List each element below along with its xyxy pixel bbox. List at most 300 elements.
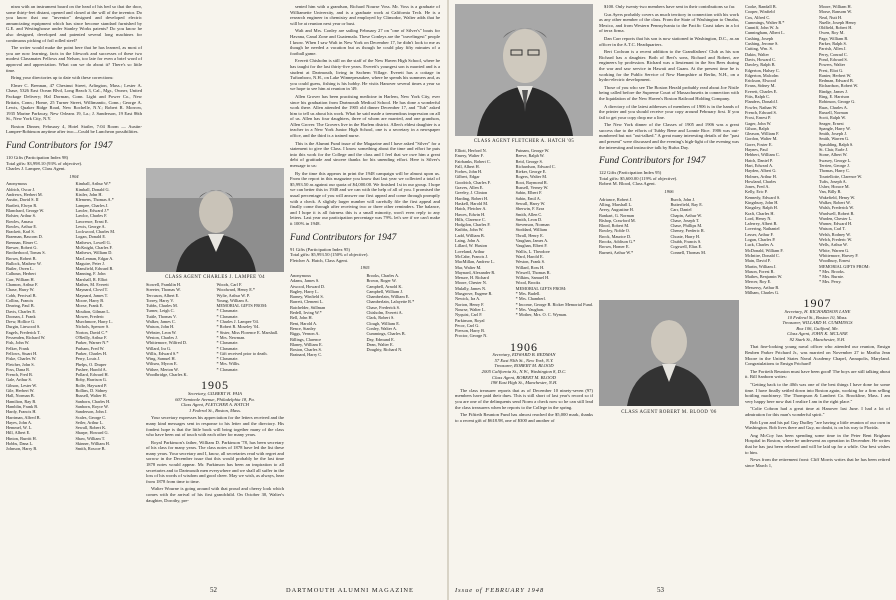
contributor-name: Bowles, Arthur E. xyxy=(6,223,38,229)
contributor-name: Moore, William H. xyxy=(819,4,852,9)
contributor-name: Tubbs, Charles M. xyxy=(146,303,178,309)
contributor-name: Austin, David S. II xyxy=(6,197,39,203)
contributor-name: Wood, Brooks xyxy=(515,280,541,286)
contributor-name: Brock, Maurice D. xyxy=(599,233,632,239)
contributor-name: Lovering, Nathaniel xyxy=(745,226,780,232)
contributor-name: Carr, William H. xyxy=(6,276,35,282)
contributor-name: Everett, Charles E. xyxy=(745,88,778,94)
contributor-name: Perry, Louis J. xyxy=(75,356,101,362)
contributor-name: Tuttle, Thomas V. xyxy=(146,313,177,319)
contributor-name: Putnam, George W. xyxy=(515,148,550,153)
contributor-name: Lockwood, Charles M. xyxy=(75,229,116,235)
contributor-name: Martin, William J. xyxy=(745,263,777,269)
contributor-name: Pushee, Harold A. xyxy=(75,366,107,372)
fund-total-1904: Total gifts: $3,998.10 (93% of objective). xyxy=(6,160,83,166)
contributor-name: Cummings, Charles B. xyxy=(366,331,406,337)
contributor-name: Gile, Herbert W. xyxy=(6,388,35,394)
contributor-name: Pecor, Carl G. xyxy=(455,322,480,328)
contributor-name: Brown, Roger W. xyxy=(366,278,397,284)
contributor-name: Parham, Fred W. xyxy=(75,345,105,351)
contributor-name: Proctor, George N. xyxy=(455,333,488,339)
contributor-name: Neal, Nutt H. xyxy=(819,14,843,20)
contributor-name: Van, Billy B. xyxy=(819,189,842,195)
issue-date-footer: Issue of FEBRUARY 1948 xyxy=(455,587,545,594)
name-list-1905-c xyxy=(455,148,513,339)
contributor-name: Felker, Frank xyxy=(6,345,29,351)
secretary-1907: Secretary, H. RICHARDSON LANE xyxy=(784,308,851,314)
contributor-name: Frost, Ernest P. xyxy=(745,115,772,121)
contributor-name: McCabe, Francis J. xyxy=(455,253,489,259)
contributor-name: Sabin, Emil A. xyxy=(515,195,541,201)
contributor-name: Lewis, George A. xyxy=(75,223,106,229)
contributor-name: Fairbanks, Robert C. xyxy=(455,158,491,164)
contributor-name: Rogers, Walter M. xyxy=(515,174,548,180)
paragraph: Bob Lyon and his pal Guy Dudley "are having a little reunion of our own in Washington. Bob lives there and Guy, no doubt, is on his way to Florida. xyxy=(745,419,890,431)
contributor-name: Rollins, D. Sidney xyxy=(75,388,108,394)
paragraph: The class treasurer reports that as of December 10 ninety-seven (97) members have paid their dues. This is still short of last year's record so if you are one of the delinquents send Norm a check now so he can still lead the class treasurers when he reports to the College in the spring. xyxy=(455,387,593,410)
contributor-name: Oldfield, Robert H. xyxy=(819,25,853,31)
contributor-name: Cummings, Walter B.* xyxy=(745,19,785,25)
right-column-3 xyxy=(745,4,890,470)
class-agent-photo-lampee xyxy=(146,168,284,272)
contributor-name: Fowler, Nathan W. xyxy=(745,104,778,110)
contributor-name: Hayden, Albert G. xyxy=(745,168,777,174)
memorial-entry: * Classmate. xyxy=(216,356,239,362)
contributor-name: Watson, John H. xyxy=(146,324,175,330)
contributor-name: Chase, Harry W. xyxy=(6,287,35,293)
memorial-gifts-1904 xyxy=(217,303,285,372)
contributor-name: White, Warren G. xyxy=(819,247,850,253)
contributor-name: Ward, Harold E. xyxy=(515,253,544,259)
contributor-name: Woodbridge, Charles K. xyxy=(146,372,188,378)
contributor-name: Stevenson, Norman xyxy=(515,222,550,228)
contributor-name: Gager, John W. xyxy=(745,120,772,126)
contributor-name: Sewall, Robert K. xyxy=(75,425,107,431)
fund-gifts-1905: 91 Gifts (Participation Index 95) xyxy=(290,246,350,252)
contributor-name: Cooper, Winfield xyxy=(745,9,775,15)
contributor-name: Mulally, James N. xyxy=(455,285,487,291)
contributor-name: Dearing, Paul B. xyxy=(6,303,35,309)
contributor-name: Bankart, G. Norman xyxy=(599,212,635,218)
contributor-name: Davis, Howard C. xyxy=(745,56,777,62)
contributor-name: Hawes, Edwin H. xyxy=(455,211,486,217)
paragraph: That fine-looking young naval officer who attended our reunion, Ensign Reuben Parker Prichard Jr., was married on November 27 to Martha Jean Moore in the United States Naval Academy Chapel, Annapolis, Maryland. Congratulations to Ensign Prichard! xyxy=(745,344,890,367)
contributor-name: Hemmel, W. L. xyxy=(6,425,33,431)
memorial-entry: * Classmate. xyxy=(216,345,239,351)
contributor-name: McIntire, Donald C. xyxy=(745,252,780,258)
contributor-name: Blood, Robert M. xyxy=(599,223,630,229)
contributor-name: Collins, Francis xyxy=(6,297,34,303)
contributor-name: Brainard, Harry C. xyxy=(290,352,323,358)
class-agent-1905: Class Agent, FLETCHER A. HATCH xyxy=(180,402,250,408)
contributor-name: Logan, Charles P. xyxy=(745,237,776,243)
contributor-name: Bence, Stanley xyxy=(290,325,316,331)
paragraph: A directory of the latest addresses of members of 1906 is in the hands of the printer and you should receive your copy around February first. If you fail to get your copy drop me a line. xyxy=(599,103,739,120)
contributor-name: Nyquist, Carl F. xyxy=(455,312,483,318)
contributor-name: Willard, Ira G. xyxy=(146,345,172,351)
contributor-name: Engels, Frederick T. xyxy=(6,329,41,335)
class-agent-photo-hatch xyxy=(455,4,593,136)
contributor-name: Edgerton, Halsey C. xyxy=(745,67,780,73)
secretary-address-1907: 10 Federal St., Boston 10, Mass. xyxy=(787,314,848,320)
contributor-name: Mathews, Lowell G. xyxy=(75,239,111,245)
contributor-name: Hill, Albert E. xyxy=(6,430,31,436)
contributor-name: Gleason, William F. xyxy=(745,131,780,137)
contributor-name: Main, David F. xyxy=(745,258,771,264)
contributor-name: Smith, Warren G. xyxy=(819,136,850,142)
contributor-name: Adriance, Robert J. xyxy=(599,196,633,202)
contributor-name: Vaughan, James A. xyxy=(515,238,549,244)
photo-caption-hatch: CLASS AGENT FLETCHER A. HATCH '05 xyxy=(473,139,575,144)
contributor-name: Barrett, Clement L. xyxy=(290,299,324,305)
contributor-name: Cutting, Wm. S. xyxy=(745,46,773,52)
memorial-heading-1906: MEMORIAL GIFTS FROM: xyxy=(819,263,870,269)
paragraph: The writer would make the point here that he has learned, as most of you are now learning, facts in the lifework and successes of these two modest Classmates Fellows and Nelson, too late for even a brief word of approval and appreciation. What can we do about it? There's so little time. xyxy=(6,45,142,73)
contributor-name: Blanchard, George W. xyxy=(6,207,45,213)
contributor-name: Warden, Chester L. xyxy=(819,215,853,221)
contributor-name: Harriman, Alfred B. xyxy=(6,414,41,420)
paragraph: Your secretary expresses his appreciation for the letters received and the many kind messages sent in response to his letter and the directory. His fondest hope is that the little book will bring together many of the class who have been out of touch with each other for many years. xyxy=(146,415,284,438)
contributor-name: Roby, Harrison G. xyxy=(75,377,107,383)
contributor-name: Wiltsea, Myron E. xyxy=(146,361,178,367)
contributor-name: Bagley, Harry L. xyxy=(290,288,319,294)
contributor-name: Alling, Marshall L. xyxy=(599,201,633,207)
contributor-name: Harding, Robert H. xyxy=(455,195,489,201)
contributor-name: Seiler, Arthur L. xyxy=(75,419,104,425)
contributor-name: Sabin, Elbert F. xyxy=(515,190,543,196)
contributor-name: Haskell, Harold M. xyxy=(455,200,489,206)
contributor-name: Scott, Ralph W. xyxy=(819,115,846,121)
contributor-name: Gale, Arthur S. xyxy=(6,377,33,383)
name-list-1905-d xyxy=(516,148,593,286)
memorial-entry: * Classmate. xyxy=(216,308,239,314)
fund-agent-1904: Charles J. Lampee, Class Agent. xyxy=(6,166,66,172)
contributor-name: Doughty, Richard N. xyxy=(366,347,403,353)
contributor-name: Hills, Clarence C. xyxy=(455,216,486,222)
name-list-1905-d-wrap xyxy=(516,148,593,339)
contributor-name: Gorer, Foster E. xyxy=(745,141,773,147)
paragraph: "Colie Cobron had a great time at Hanover last June. I had a lot of admiration for this man's wonderful spirit." xyxy=(745,406,890,418)
contributor-name: Marshall, R. Elliot xyxy=(75,276,108,282)
contributor-name: O'Reilly, Arthur F. xyxy=(75,335,108,341)
contributor-name: Bolster, Arthur S. xyxy=(6,213,37,219)
paragraph: "Getting back to the 40th was one of the best things I have done for some time. I have finally settled down into Boston again, working for a firm selling bottling machinery. The Thompson & Lambert Co. Brookline, Mass. I am very happy here now that I realize I am in the right place." xyxy=(745,382,890,404)
contributor-name: Webster, Leon W. xyxy=(146,329,177,335)
contributor-name: Woodward, Henry E.* xyxy=(216,287,256,293)
contributor-name: Choate, Harry H. xyxy=(670,233,701,239)
contributor-name: Russell, Norman xyxy=(819,109,848,115)
paragraph: The Fiftieth Reunion Fund has almost reached the $5,000 mark, thanks to a recent gift of $618.98, one of $300 and another of xyxy=(455,412,593,423)
left-column-3 xyxy=(290,4,440,358)
contributor-name: Butterfield, Ray E. xyxy=(670,201,703,207)
treasurer-address-1907: Box 106, Guilford, Me. xyxy=(796,325,839,331)
contributor-name: Hatch, Daniel P. xyxy=(745,157,773,163)
contributor-name: Moulton, Gilman L. xyxy=(75,308,111,314)
contributor-name: Connell, Thomas M. xyxy=(670,249,706,255)
contributor-name: Terrien, George J. xyxy=(819,162,850,168)
contributor-name: Lesser, Arthur F. xyxy=(745,231,774,237)
contributor-name: Emery, Walter F. xyxy=(455,153,484,159)
contributor-name: Streeter, Thomas W. xyxy=(146,287,181,293)
contributor-name: Hardy, Francis H. xyxy=(6,409,37,415)
contributor-name: Kraft, Charles H. xyxy=(745,210,775,216)
contributor-name: Shaw, William T. xyxy=(75,435,106,441)
contributor-name: Kimball, Donald G. xyxy=(75,186,110,192)
contributor-name: Vaughan, Elbert F. xyxy=(515,243,548,249)
contributor-name: Whittemore, Wilfred D. xyxy=(146,340,188,346)
contributor-name: Logan, Donald E. xyxy=(75,234,107,240)
contributor-name: Walsh, Frederick W. xyxy=(819,205,854,211)
name-list-1906-a xyxy=(599,197,668,255)
contributor-name: Batchelder, Stillman xyxy=(290,304,326,310)
contributor-name: Forbes, John H. xyxy=(455,169,483,175)
contributor-name: Page, William B. xyxy=(819,35,849,41)
contributor-name: Hayes, John A. xyxy=(6,419,33,425)
contributor-name: Fessenden, Richard W. xyxy=(6,335,46,341)
contributor-name: Morse, Frank E. xyxy=(75,303,104,309)
right-column-1 xyxy=(455,148,593,425)
contributor-name: Fellows, Stuart H. xyxy=(6,350,38,356)
secretary-address-1905: 607 Seminole Avenue, Philadelphia 18, Pa. xyxy=(175,396,255,402)
contributor-name: Atwood, Howard D. xyxy=(290,283,326,289)
contributor-name: Calhoun, Herbert xyxy=(6,271,36,277)
paragraph: Ang McCoy has been spending some time in the Peter Bent Brigham Hospital in Boston, where he underwent an operation in December. He writes that he has just been released and will be laid up for a while. Our best wishes to him. xyxy=(745,432,890,455)
contributor-name: Tercuson, Albert E. xyxy=(146,292,180,298)
contributor-name: Maynard, James T. xyxy=(75,292,109,298)
contributor-name: Laing, John A. xyxy=(455,238,481,244)
contributor-name: Day, Edmund E. xyxy=(366,336,395,342)
paragraph: Elmer C. Brennan, 47 Chestnut Street, Arlington, Mass.; Lester A. Chase, 5326 East Ocean Blvd, Long Beach 3, Cal., Mgr., Owner, United Package Delivery; Hal Dorman, Conn. Light and Power Co., New Britain, Conn.; Home, 25 Turner Street, Willimantic, Conn.; George A. Lewis, Quaker Ridge Road, New Rochelle, N.Y.; Robert R. Morrow, 1935 Marine Parkway, New Orleans 19, La.; J. Sanderson, 19 East 86th St., New York City, N.Y. xyxy=(6,82,142,122)
contributor-name: Hart, Edward A. xyxy=(745,162,774,168)
contributor-name: Fish, John W. xyxy=(6,340,30,346)
contributor-name: Robinson, George G. xyxy=(819,99,856,105)
contributor-name: Bowles, Amasa xyxy=(6,218,33,224)
contributor-name: Willis, Edward S.* xyxy=(146,350,179,356)
memorial-gifts-1906 xyxy=(819,264,890,285)
contributor-name: Graves, Allen E. xyxy=(455,185,484,191)
contributor-name: Lawlor, Charles F. xyxy=(75,213,108,219)
contributor-name: Cobb, Percival B. xyxy=(6,292,37,298)
contributor-name: Braeman, Bascom D. xyxy=(6,234,43,240)
contributor-name: Conley, Walter A. xyxy=(366,325,398,331)
contributor-name: Fitts, Ralph C. xyxy=(745,94,771,100)
contributor-name: Skinner, William H. xyxy=(75,440,110,446)
contributor-name: Hodgdon, Charles F. xyxy=(455,222,491,228)
memorial-gifts-1905 xyxy=(516,286,593,318)
contributor-name: Chamon, Arthur F. xyxy=(6,282,39,288)
contributor-name: Hall, Norman B. xyxy=(6,393,35,399)
class-year-1907: 1907 xyxy=(803,296,832,311)
contributor-name: Nuelle, Joseph Henry xyxy=(819,19,857,25)
contributor-name: Redman, Edward B. xyxy=(819,78,854,84)
right-column-2 xyxy=(599,4,739,255)
name-list-1904-d xyxy=(217,282,285,303)
fund-heading-1904: Fund Contributors for 1947 xyxy=(6,141,113,152)
photo-caption-lampee: CLASS AGENT CHARLES J. LAMPEE '04 xyxy=(165,275,265,280)
contributor-name: Maguire, Peter J. xyxy=(75,260,105,266)
paragraph: The New York dinner of the Classes of 1905 and 1906 was a great success due to the efforts of Tubby Bene and Lonnie Rice. 1906 was out-numbered but not "out-talked." A great many interesting details of the "past and present" were discussed and the evening's high-light of the evening was the interesting and instructive talk by Rufus Day. xyxy=(599,122,739,150)
contributor-name: Tufts, Joseph A. xyxy=(819,178,847,184)
secretary-1905: Secretary, GILBERT H. FAIA xyxy=(188,390,242,396)
contributor-name: Bent, Harold A. xyxy=(290,320,318,326)
contributor-name: Thrall, Henry E. xyxy=(515,232,544,238)
contributor-name: Kennedy, Edward S. xyxy=(745,194,781,200)
contributor-name: Haynes, Paul xyxy=(745,147,768,153)
contributor-name: Wing, Samuel H. xyxy=(146,356,176,362)
memorial-entry: * Classmate. xyxy=(216,340,239,346)
paragraph: Royal Parkinson's father, William D. Parkinson '78, has been secretary of his class for many years. The class notes of 1878 have led the list these many years. Your secretary and I, know, all secretaries read with regret and sorrow in the December issue that this would probably be the last time 1878 notes would appear. Mr. Parkinson has been an inspiration to all secretaries and to Dartmouth men everywhere and we shall all suffer in the loss of his words of wisdom and good cheer. May we wish, as always, hear from 1878 from time to time. xyxy=(146,439,284,484)
contributor-name: Dakin, Walter xyxy=(745,51,769,57)
name-list-1906-c xyxy=(745,4,816,295)
contributor-name: Avery, Augustine H. xyxy=(599,207,634,213)
contributor-name: Richardson, Edward C. xyxy=(515,163,556,169)
contributor-name: Sanborn, Charles H. xyxy=(75,398,111,404)
fund-year-1904: 1904 xyxy=(69,173,79,179)
paragraph: $100. Only twenty-two members have sent in their contributions so far. xyxy=(604,4,736,9)
paragraph: Everett Chisholm is still on the staff of the New Haven High School, where he has taught for the last thirty-five years. Everett's youngest son is married and is a student at Dartmouth, living in Sachem Village. Everett has a cottage in Tuftonboro, N.H., on Lake Winnepesaukee, where he spends his summers and, as you could guess, fishing is his hobby. He visits Hanover several times a year so we hope to see him at reunion in '49. xyxy=(290,58,440,92)
contributor-name: Burnett, Arthur W.* xyxy=(599,249,634,255)
paragraph: News from the retirement front: Cliff Morris writes that he has been retired since March 1, xyxy=(745,457,890,468)
memorial-entry: * Mother, Mrs. O. C. Wyman. xyxy=(515,312,568,318)
memorial-entry: * Mrs. Willis. xyxy=(216,361,241,367)
contributor-name: Parrish, Allen J. xyxy=(819,46,847,52)
paragraph: The Fortieth Reunion must have been good! The boys are still talking about it. Bill Sanborn writes: xyxy=(745,368,890,380)
contributor-name: Woods, Carl F. xyxy=(216,282,243,287)
contributor-name: McKnight, Charles F. xyxy=(75,245,113,250)
contributor-name: Willard, Ross H. xyxy=(515,264,545,270)
contributor-name: Tourtellotte, Clarence W. xyxy=(819,173,863,179)
contributor-name: Aldrich, Oscar J. xyxy=(6,186,36,192)
contributor-name: Campbell, Arnold K. xyxy=(366,283,403,289)
contributor-name: Pierson, Harry B. xyxy=(455,328,486,334)
class-agent-address-1907: 92 Stark St., Manchester, N.H. xyxy=(789,336,846,342)
left-column-1 xyxy=(6,4,142,452)
right-page xyxy=(449,0,896,600)
name-list-1905-a xyxy=(290,273,364,358)
contributor-name: Ruas, Charles A. xyxy=(819,104,848,110)
memorial-entry: * Mrs. Perry. xyxy=(819,279,842,285)
contributor-name: Milham, Charles G. xyxy=(745,290,780,296)
contributor-name: French, Edward S. xyxy=(745,109,777,115)
contributor-name: Spaulding, Ralph S. xyxy=(819,141,854,147)
paragraph: Walter Wourne is going around with that proud and cheery look which comes with the arrival of his first grandchild. On October 30, Walter's daughter, Dorothy, pre- xyxy=(146,486,284,503)
contributor-name: Fiske, Charles W. xyxy=(6,356,37,362)
contributor-name: Brewer, Robert G. xyxy=(6,245,38,250)
contributor-name: Mathews, William D. xyxy=(75,250,113,256)
memorial-entry: * Classmate. xyxy=(216,313,239,319)
contributor-name: Rieker, George E. xyxy=(515,169,547,175)
contributor-name: Sherwin, F. Ezra xyxy=(515,206,545,212)
name-list-1905-b xyxy=(367,273,441,358)
contributor-name: Foss, Dana R. xyxy=(6,366,31,372)
contributor-name: Parker, Ralph S. xyxy=(819,41,847,47)
contributor-name: Wallis, L. Theodore xyxy=(515,248,550,254)
contributor-name: Durgin, Linwood S. xyxy=(6,324,41,330)
contributor-name: Sanborn, Royce W. xyxy=(75,403,109,409)
contributor-name: Fall, Albert H. xyxy=(455,163,480,169)
name-list-1904-c xyxy=(146,282,214,377)
contributor-name: Dawley, Ralph B. xyxy=(745,62,776,68)
contributor-name: Owen, Roy M. xyxy=(819,30,845,36)
contributor-name: Chisholm, Everett A. xyxy=(366,310,403,316)
contributor-name: Mathes, Benjamin W. xyxy=(745,274,783,280)
contributor-name: Lord, Henry N. xyxy=(745,215,772,221)
contributor-name: Parkinson, Royal xyxy=(455,317,485,323)
name-list-1906-d xyxy=(819,4,890,264)
fund-gifts-1904: 110 Gifts (Participation Index 98) xyxy=(6,155,69,161)
memorial-list-1904 xyxy=(217,308,285,372)
class-agent-address-1906: 198 East High St., Manchester, N.H. xyxy=(490,380,558,386)
contributor-name: Russell, Walter H. xyxy=(75,393,107,399)
contributor-name: Lillard, W. Huston xyxy=(455,243,487,249)
contributor-name: Usher, Horace M. xyxy=(819,184,850,190)
contributor-name: Brackett, Karl S. xyxy=(6,229,35,235)
contributor-name: Reid, George S. xyxy=(515,158,543,164)
class-agent-1907: Class Agent, JOHN K. MCLANE xyxy=(787,331,848,337)
contributor-name: Root, Raymond R. xyxy=(515,179,548,185)
secretary-address-1906: 57 East 95th St., New York, N.Y. xyxy=(494,357,554,363)
memorial-entry: * Gift received prior to death. xyxy=(216,350,268,356)
contributor-name: Stone, Albert W. xyxy=(819,152,848,158)
contributor-name: Bartlett, Elwyn R. xyxy=(6,202,38,208)
contributor-name: Brooks, Addison G.* xyxy=(599,239,636,244)
contributor-name: Dean, Walter E. xyxy=(366,341,394,347)
contributor-name: Woodbury, Ernest xyxy=(819,258,850,264)
contributor-name: Kimball, Arthur W.* xyxy=(75,181,111,187)
contributor-name: Fletcher, John S. xyxy=(6,361,35,367)
contributor-name: Knibbs, John W. xyxy=(455,227,484,233)
contributor-name: Bishop, Crawford M. xyxy=(599,217,636,223)
contributor-name: Young, William A. xyxy=(216,297,249,303)
contributor-name: Nourse, Walter L. xyxy=(455,306,486,312)
contributor-name: Welsh, Rodney W. xyxy=(819,231,851,237)
paragraph: Dan Carr reports that his son is now stationed in Washington, D.C., as an officer in the A.T.C. Headquarters. xyxy=(599,35,739,47)
contributor-name: Burch, John J. xyxy=(670,196,696,202)
fund-heading-1906: Fund Contributors for 1947 xyxy=(599,156,706,167)
contributor-name: Cushing, Joseph xyxy=(745,35,774,41)
contributor-name: Musgrove, Eugene R. xyxy=(455,291,493,297)
memorial-heading-1904: MEMORIAL GIFTS FROM: xyxy=(216,303,268,309)
contributor-name: Cox, Alfred C. xyxy=(745,14,771,20)
contributor-name: Spangle, Harry W. xyxy=(819,125,851,131)
contributor-name: Anonymous xyxy=(6,181,28,187)
contributor-name: Kelly, Eric P. xyxy=(745,189,768,195)
contributor-name: Brotherhood, Tomas S. xyxy=(6,250,46,256)
contributor-name: Torrey, Harry V. xyxy=(146,297,174,303)
contributor-name: Gilson, Ralph xyxy=(745,125,769,131)
intro-text xyxy=(6,4,142,135)
contributor-name: Lawler, Edward J.* xyxy=(75,207,109,213)
contributor-name: Messersy, Arthur B. xyxy=(745,284,780,290)
name-list-1904-a xyxy=(6,181,73,451)
contributor-name: Watson, Carl T. xyxy=(819,226,846,232)
contributor-name: Weston, Frank S. xyxy=(515,259,546,265)
contributor-name: Ranier, Herbert W. xyxy=(819,72,852,78)
contributor-name: Cogswell, Elias E. xyxy=(670,244,703,250)
contributor-name: St. Clair, Earle J. xyxy=(819,147,849,153)
contributor-name: Kingsley, Ralph H. xyxy=(745,205,778,211)
fund-agent-1906: Robert M. Blood, Class Agent. xyxy=(599,181,656,187)
contributor-name: Brennan, Elmer C. xyxy=(6,239,39,245)
magazine-title-footer: DARTMOUTH ALUMNI MAGAZINE xyxy=(286,587,414,594)
memorial-entry: * Mrs. Brooks. xyxy=(819,268,845,274)
contributor-name: Turner, Leigh C. xyxy=(146,308,175,314)
contributor-name: Chase, Joseph T. xyxy=(670,217,700,223)
contributor-name: Erickson, Elwood xyxy=(745,78,776,84)
contributor-name: Stoddard, William xyxy=(515,227,548,233)
class-notes-1906-cont xyxy=(599,4,739,150)
class-notes-1905 xyxy=(146,415,284,503)
